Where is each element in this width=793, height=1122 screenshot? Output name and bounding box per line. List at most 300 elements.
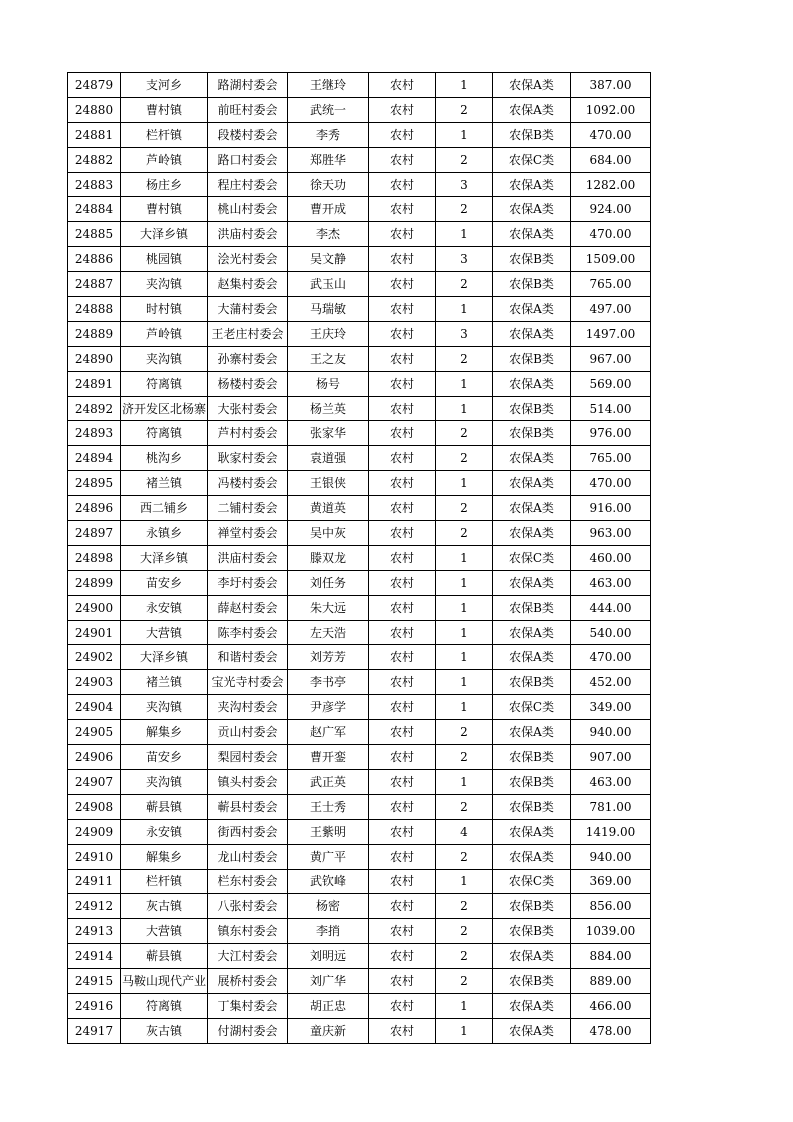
cell-person-name: 滕双龙 [288,545,369,570]
cell-record-id: 24881 [68,122,121,147]
cell-area-type: 农村 [369,496,436,521]
cell-village-committee: 二铺村委会 [208,496,288,521]
cell-person-name: 武玉山 [288,272,369,297]
cell-area-type: 农村 [369,247,436,272]
cell-person-name: 刘明远 [288,944,369,969]
cell-household-count: 1 [436,670,493,695]
table-row [68,819,651,844]
cell-insurance-category: 农保B类 [493,122,571,147]
cell-area-type: 农村 [369,1018,436,1043]
cell-insurance-category: 农保B类 [493,745,571,770]
cell-record-id: 24898 [68,545,121,570]
table-row [68,944,651,969]
cell-area-type: 农村 [369,73,436,98]
cell-insurance-category: 农保B类 [493,346,571,371]
cell-area-type: 农村 [369,894,436,919]
cell-township: 杨庄乡 [121,172,208,197]
cell-person-name: 王士秀 [288,794,369,819]
cell-township: 永安镇 [121,819,208,844]
cell-household-count: 1 [436,595,493,620]
cell-insurance-category: 农保A类 [493,620,571,645]
cell-township: 大营镇 [121,620,208,645]
table-row [68,346,651,371]
cell-insurance-category: 农保C类 [493,545,571,570]
cell-household-count: 2 [436,844,493,869]
cell-township: 济开发区北杨寨 [121,396,208,421]
cell-township: 支河乡 [121,73,208,98]
cell-household-count: 1 [436,1018,493,1043]
cell-township: 符离镇 [121,993,208,1018]
cell-amount: 514.00 [571,396,651,421]
cell-person-name: 吴文静 [288,247,369,272]
cell-record-id: 24909 [68,819,121,844]
cell-person-name: 曹开銮 [288,745,369,770]
cell-township: 栏杆镇 [121,869,208,894]
table-row [68,545,651,570]
cell-insurance-category: 农保A类 [493,944,571,969]
cell-insurance-category: 农保A类 [493,844,571,869]
cell-village-committee: 栏东村委会 [208,869,288,894]
cell-area-type: 农村 [369,670,436,695]
cell-amount: 907.00 [571,745,651,770]
cell-household-count: 1 [436,545,493,570]
cell-household-count: 3 [436,172,493,197]
cell-insurance-category: 农保A类 [493,570,571,595]
cell-village-committee: 陈李村委会 [208,620,288,645]
cell-household-count: 1 [436,222,493,247]
cell-person-name: 童庆新 [288,1018,369,1043]
cell-amount: 444.00 [571,595,651,620]
cell-household-count: 1 [436,620,493,645]
cell-insurance-category: 农保A类 [493,471,571,496]
cell-township: 夹沟镇 [121,769,208,794]
cell-person-name: 曹开成 [288,197,369,222]
cell-insurance-category: 农保A类 [493,222,571,247]
cell-record-id: 24893 [68,421,121,446]
cell-insurance-category: 农保A类 [493,720,571,745]
cell-village-committee: 桃山村委会 [208,197,288,222]
cell-record-id: 24908 [68,794,121,819]
cell-record-id: 24916 [68,993,121,1018]
cell-record-id: 24885 [68,222,121,247]
cell-amount: 765.00 [571,446,651,471]
cell-village-committee: 大江村委会 [208,944,288,969]
cell-village-committee: 丁集村委会 [208,993,288,1018]
cell-record-id: 24888 [68,297,121,322]
cell-person-name: 胡正忠 [288,993,369,1018]
cell-person-name: 王庆玲 [288,321,369,346]
table-row [68,222,651,247]
cell-insurance-category: 农保B类 [493,670,571,695]
cell-area-type: 农村 [369,695,436,720]
cell-household-count: 2 [436,421,493,446]
cell-area-type: 农村 [369,346,436,371]
cell-area-type: 农村 [369,147,436,172]
cell-household-count: 2 [436,496,493,521]
cell-township: 夹沟镇 [121,272,208,297]
table-row [68,496,651,521]
cell-village-committee: 宝光寺村委会 [208,670,288,695]
cell-area-type: 农村 [369,944,436,969]
cell-household-count: 3 [436,321,493,346]
table-row [68,1018,651,1043]
cell-household-count: 1 [436,396,493,421]
cell-amount: 470.00 [571,645,651,670]
cell-amount: 940.00 [571,844,651,869]
table-row [68,769,651,794]
table-row [68,73,651,98]
cell-record-id: 24905 [68,720,121,745]
cell-township: 大泽乡镇 [121,545,208,570]
table-row [68,570,651,595]
cell-township: 夹沟镇 [121,695,208,720]
cell-person-name: 徐天功 [288,172,369,197]
cell-area-type: 农村 [369,197,436,222]
table-row [68,645,651,670]
cell-area-type: 农村 [369,769,436,794]
table-row [68,122,651,147]
cell-person-name: 李杰 [288,222,369,247]
cell-village-committee: 洪庙村委会 [208,222,288,247]
cell-person-name: 郑胜华 [288,147,369,172]
cell-township: 符离镇 [121,421,208,446]
cell-village-committee: 路湖村委会 [208,73,288,98]
table-row [68,993,651,1018]
cell-area-type: 农村 [369,819,436,844]
cell-household-count: 1 [436,297,493,322]
cell-amount: 884.00 [571,944,651,969]
table-row [68,695,651,720]
cell-person-name: 吴中灰 [288,521,369,546]
cell-village-committee: 赵集村委会 [208,272,288,297]
cell-insurance-category: 农保A类 [493,97,571,122]
cell-amount: 963.00 [571,521,651,546]
cell-insurance-category: 农保B类 [493,769,571,794]
cell-village-committee: 展桥村委会 [208,969,288,994]
cell-amount: 452.00 [571,670,651,695]
cell-household-count: 2 [436,272,493,297]
cell-record-id: 24889 [68,321,121,346]
cell-amount: 540.00 [571,620,651,645]
cell-household-count: 1 [436,769,493,794]
cell-amount: 569.00 [571,371,651,396]
cell-village-committee: 李圩村委会 [208,570,288,595]
table-row [68,396,651,421]
cell-area-type: 农村 [369,421,436,446]
cell-amount: 967.00 [571,346,651,371]
cell-village-committee: 蕲县村委会 [208,794,288,819]
cell-village-committee: 孙寨村委会 [208,346,288,371]
cell-township: 蕲县镇 [121,944,208,969]
cell-record-id: 24884 [68,197,121,222]
cell-insurance-category: 农保A类 [493,446,571,471]
table-row [68,595,651,620]
cell-person-name: 刘任务 [288,570,369,595]
cell-area-type: 农村 [369,122,436,147]
cell-village-committee: 八张村委会 [208,894,288,919]
cell-person-name: 杨密 [288,894,369,919]
cell-insurance-category: 农保A类 [493,297,571,322]
cell-record-id: 24890 [68,346,121,371]
cell-township: 符离镇 [121,371,208,396]
cell-insurance-category: 农保C类 [493,147,571,172]
cell-village-committee: 禅堂村委会 [208,521,288,546]
table-row [68,272,651,297]
cell-person-name: 张家华 [288,421,369,446]
cell-record-id: 24897 [68,521,121,546]
cell-area-type: 农村 [369,993,436,1018]
cell-township: 解集乡 [121,844,208,869]
cell-amount: 387.00 [571,73,651,98]
cell-person-name: 王银侠 [288,471,369,496]
cell-person-name: 左天浩 [288,620,369,645]
cell-person-name: 朱大远 [288,595,369,620]
table-row [68,446,651,471]
cell-amount: 916.00 [571,496,651,521]
cell-amount: 1509.00 [571,247,651,272]
cell-insurance-category: 农保B类 [493,794,571,819]
cell-person-name: 尹彦学 [288,695,369,720]
cell-township: 灰古镇 [121,1018,208,1043]
cell-township: 永镇乡 [121,521,208,546]
cell-person-name: 刘广华 [288,969,369,994]
table-row [68,172,651,197]
cell-area-type: 农村 [369,969,436,994]
cell-record-id: 24903 [68,670,121,695]
cell-insurance-category: 农保A类 [493,1018,571,1043]
cell-record-id: 24901 [68,620,121,645]
cell-amount: 466.00 [571,993,651,1018]
cell-amount: 889.00 [571,969,651,994]
cell-village-committee: 冯楼村委会 [208,471,288,496]
cell-record-id: 24882 [68,147,121,172]
table-row [68,97,651,122]
cell-household-count: 1 [436,993,493,1018]
cell-area-type: 农村 [369,172,436,197]
cell-household-count: 2 [436,969,493,994]
cell-area-type: 农村 [369,545,436,570]
cell-township: 马鞍山现代产业 [121,969,208,994]
cell-area-type: 农村 [369,645,436,670]
cell-area-type: 农村 [369,297,436,322]
cell-person-name: 杨兰英 [288,396,369,421]
cell-village-committee: 夹沟村委会 [208,695,288,720]
table-row [68,670,651,695]
cell-area-type: 农村 [369,794,436,819]
cell-amount: 460.00 [571,545,651,570]
cell-household-count: 2 [436,794,493,819]
cell-township: 时村镇 [121,297,208,322]
cell-person-name: 赵广军 [288,720,369,745]
cell-household-count: 2 [436,446,493,471]
cell-household-count: 2 [436,745,493,770]
table-row [68,371,651,396]
cell-village-committee: 王老庄村委会 [208,321,288,346]
cell-person-name: 武正英 [288,769,369,794]
table-row [68,197,651,222]
cell-area-type: 农村 [369,595,436,620]
cell-record-id: 24915 [68,969,121,994]
cell-record-id: 24912 [68,894,121,919]
cell-amount: 463.00 [571,769,651,794]
cell-village-committee: 镇头村委会 [208,769,288,794]
cell-area-type: 农村 [369,844,436,869]
cell-record-id: 24895 [68,471,121,496]
cell-insurance-category: 农保A类 [493,496,571,521]
cell-township: 夹沟镇 [121,346,208,371]
cell-insurance-category: 农保B类 [493,396,571,421]
cell-amount: 765.00 [571,272,651,297]
cell-record-id: 24883 [68,172,121,197]
cell-record-id: 24879 [68,73,121,98]
cell-township: 芦岭镇 [121,321,208,346]
cell-amount: 470.00 [571,471,651,496]
cell-village-committee: 程庄村委会 [208,172,288,197]
cell-village-committee: 浍光村委会 [208,247,288,272]
cell-person-name: 李秀 [288,122,369,147]
cell-record-id: 24904 [68,695,121,720]
cell-area-type: 农村 [369,321,436,346]
cell-record-id: 24910 [68,844,121,869]
cell-insurance-category: 农保A类 [493,321,571,346]
cell-amount: 684.00 [571,147,651,172]
cell-record-id: 24900 [68,595,121,620]
cell-amount: 924.00 [571,197,651,222]
cell-amount: 781.00 [571,794,651,819]
table-row [68,620,651,645]
cell-township: 大营镇 [121,919,208,944]
cell-area-type: 农村 [369,471,436,496]
cell-record-id: 24913 [68,919,121,944]
cell-township: 蕲县镇 [121,794,208,819]
cell-person-name: 刘芳芳 [288,645,369,670]
cell-village-committee: 薛赵村委会 [208,595,288,620]
cell-area-type: 农村 [369,396,436,421]
table-row [68,969,651,994]
table-row [68,720,651,745]
cell-household-count: 1 [436,73,493,98]
table-row [68,471,651,496]
cell-insurance-category: 农保B类 [493,247,571,272]
cell-amount: 470.00 [571,222,651,247]
cell-township: 苗安乡 [121,745,208,770]
cell-amount: 1039.00 [571,919,651,944]
cell-township: 西二铺乡 [121,496,208,521]
cell-township: 褚兰镇 [121,471,208,496]
cell-record-id: 24894 [68,446,121,471]
cell-township: 大泽乡镇 [121,222,208,247]
cell-person-name: 黄道英 [288,496,369,521]
cell-area-type: 农村 [369,446,436,471]
cell-person-name: 李书亭 [288,670,369,695]
cell-record-id: 24906 [68,745,121,770]
cell-insurance-category: 农保B类 [493,919,571,944]
cell-person-name: 李捎 [288,919,369,944]
cell-household-count: 2 [436,919,493,944]
cell-household-count: 2 [436,197,493,222]
cell-record-id: 24917 [68,1018,121,1043]
table-row [68,247,651,272]
table-row [68,521,651,546]
cell-record-id: 24896 [68,496,121,521]
cell-township: 苗安乡 [121,570,208,595]
cell-record-id: 24886 [68,247,121,272]
cell-village-committee: 和谐村委会 [208,645,288,670]
cell-township: 解集乡 [121,720,208,745]
cell-area-type: 农村 [369,222,436,247]
cell-amount: 478.00 [571,1018,651,1043]
table-row [68,745,651,770]
cell-household-count: 4 [436,819,493,844]
table-row [68,794,651,819]
cell-area-type: 农村 [369,869,436,894]
table-row [68,321,651,346]
cell-village-committee: 贡山村委会 [208,720,288,745]
cell-insurance-category: 农保C类 [493,869,571,894]
cell-record-id: 24899 [68,570,121,595]
cell-amount: 470.00 [571,122,651,147]
cell-village-committee: 耿家村委会 [208,446,288,471]
cell-household-count: 1 [436,869,493,894]
cell-record-id: 24911 [68,869,121,894]
cell-person-name: 武统一 [288,97,369,122]
cell-township: 桃沟乡 [121,446,208,471]
cell-insurance-category: 农保A类 [493,819,571,844]
cell-area-type: 农村 [369,745,436,770]
cell-person-name: 马瑞敏 [288,297,369,322]
cell-area-type: 农村 [369,620,436,645]
table-row [68,894,651,919]
cell-household-count: 2 [436,147,493,172]
cell-household-count: 2 [436,97,493,122]
cell-village-committee: 芦村村委会 [208,421,288,446]
cell-area-type: 农村 [369,97,436,122]
cell-amount: 1092.00 [571,97,651,122]
cell-person-name: 王继玲 [288,73,369,98]
cell-person-name: 黄广平 [288,844,369,869]
cell-record-id: 24907 [68,769,121,794]
cell-record-id: 24892 [68,396,121,421]
cell-insurance-category: 农保B类 [493,421,571,446]
table-body [68,73,651,1044]
cell-village-committee: 街西村委会 [208,819,288,844]
cell-record-id: 24887 [68,272,121,297]
cell-insurance-category: 农保A类 [493,371,571,396]
cell-household-count: 1 [436,695,493,720]
cell-township: 大泽乡镇 [121,645,208,670]
cell-amount: 463.00 [571,570,651,595]
cell-village-committee: 段楼村委会 [208,122,288,147]
table-row [68,844,651,869]
cell-village-committee: 大张村委会 [208,396,288,421]
cell-record-id: 24891 [68,371,121,396]
table-row [68,147,651,172]
cell-village-committee: 付湖村委会 [208,1018,288,1043]
cell-insurance-category: 农保A类 [493,521,571,546]
cell-village-committee: 镇东村委会 [208,919,288,944]
cell-amount: 856.00 [571,894,651,919]
cell-area-type: 农村 [369,720,436,745]
cell-insurance-category: 农保C类 [493,695,571,720]
cell-household-count: 1 [436,122,493,147]
cell-township: 芦岭镇 [121,147,208,172]
cell-household-count: 1 [436,570,493,595]
cell-insurance-category: 农保A类 [493,993,571,1018]
cell-amount: 1497.00 [571,321,651,346]
cell-insurance-category: 农保A类 [493,197,571,222]
cell-village-committee: 龙山村委会 [208,844,288,869]
records-table [67,72,651,1044]
